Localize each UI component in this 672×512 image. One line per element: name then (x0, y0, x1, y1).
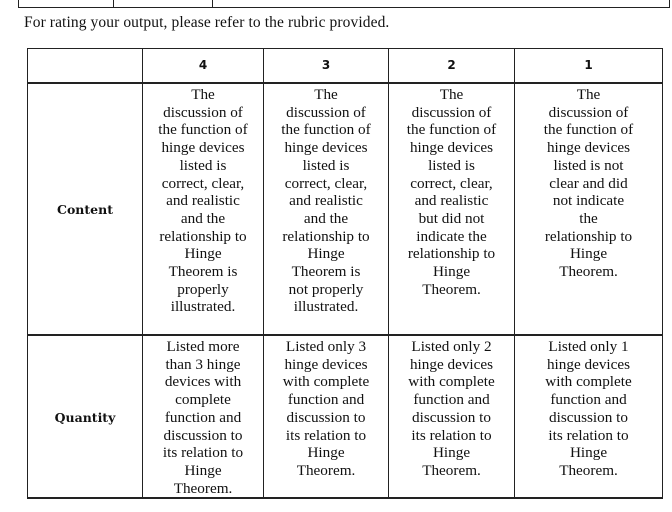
cell-text-line: its relation to (411, 426, 492, 444)
cell-text-line: discussion of (411, 103, 492, 121)
cell-text-line: not properly (288, 280, 364, 298)
cell-text-line: Hinge (432, 444, 471, 462)
cell-text-line: discussion to (412, 408, 491, 426)
cell-text-line: The (191, 86, 215, 103)
cell-text-line: discussion to (286, 408, 366, 426)
rubric-row-content (28, 83, 663, 335)
rubric-row-quantity (28, 335, 663, 498)
cell-text-line: hinge devices (409, 139, 494, 157)
cell-text-line: and realistic (289, 192, 363, 210)
criterion-cell (515, 83, 663, 335)
cell-text-line: the function of (158, 121, 248, 139)
cell-text-line: illustrated. (170, 298, 236, 316)
cell-text-line: Listed only 1 (548, 338, 629, 355)
cell-text-line: illustrated. (293, 298, 359, 316)
cell-text-line: and realistic (414, 192, 489, 210)
criterion-cell (389, 335, 515, 498)
cell-text-line: with complete (282, 373, 370, 391)
cell-text-line: hinge devices (161, 139, 245, 157)
cell-text-line: Hinge (184, 245, 222, 263)
header-score-2: 2 (389, 49, 515, 84)
cell-text-line: discussion to (549, 408, 628, 426)
criterion-label: Content (28, 83, 143, 335)
rubric-table (27, 48, 663, 499)
cell-text-line: the function of (543, 121, 634, 139)
table-divider (113, 0, 114, 7)
cell-text-line: relationship to (544, 227, 633, 245)
cell-text-line: correct, clear, (161, 174, 245, 192)
cell-text-line: listed is not (553, 156, 624, 174)
header-score-3: 3 (264, 49, 389, 84)
cell-text-line: not indicate (552, 192, 625, 210)
cell-text-line: hinge devices (546, 355, 631, 373)
cell-text-line: devices with (164, 373, 242, 391)
cell-text-line: with complete (408, 373, 495, 391)
cell-text-line: Hinge (569, 444, 608, 462)
cell-text-line: function and (413, 391, 490, 409)
cell-text-line: Hinge (184, 461, 222, 479)
cell-text-line: hinge devices (284, 139, 368, 157)
cell-text-line: Hinge (307, 245, 345, 263)
criterion-cell (515, 335, 663, 498)
cell-text-line: discussion of (286, 103, 366, 121)
header-score-1: 1 (515, 49, 663, 84)
criterion-cell (143, 83, 264, 335)
cell-text-line: Listed only 3 (285, 338, 367, 355)
cell-text-line: and realistic (166, 192, 240, 210)
table-divider (212, 0, 213, 7)
cell-text-line: discussion of (548, 103, 629, 121)
cell-text-line: than 3 hinge (165, 355, 241, 373)
rubric-header-row (28, 49, 663, 84)
cell-text-line: indicate the (416, 227, 487, 245)
cell-text-line: function and (164, 408, 242, 426)
criterion-cell (143, 335, 264, 498)
cell-text-line: its relation to (162, 444, 244, 462)
cell-text-line: the function of (281, 121, 371, 139)
header-score-4: 4 (143, 49, 264, 84)
cell-text-line: discussion of (163, 103, 243, 121)
criterion-cell (264, 335, 389, 498)
cell-text-line: listed is (302, 156, 350, 174)
cell-text-line: Theorem is (291, 263, 361, 281)
cell-text-line: and the (303, 209, 349, 227)
cell-text-line: Theorem. (296, 461, 356, 479)
cell-text-line: hinge devices (546, 139, 631, 157)
cell-text-line: Listed more (166, 338, 240, 355)
cell-text-line: The (314, 86, 338, 103)
cell-text-line: but did not (418, 209, 485, 227)
criterion-label: Quantity (28, 335, 143, 498)
cell-text-line: Hinge (432, 263, 471, 281)
cell-text-line: correct, clear, (284, 174, 368, 192)
cell-text-line: Theorem. (559, 263, 618, 281)
header-empty (28, 49, 143, 84)
cell-text-line: relationship to (282, 227, 370, 245)
cell-text-line: and the (180, 209, 226, 227)
criterion-cell (389, 83, 515, 335)
cell-text-line: hinge devices (284, 355, 368, 373)
cell-text-line: the (579, 209, 598, 227)
cell-text-line: Listed only 2 (411, 338, 492, 355)
cell-text-line: relationship to (407, 245, 496, 263)
cell-text-line: Theorem. (422, 461, 481, 479)
cell-text-line: properly (177, 280, 229, 298)
cell-text-line: correct, clear, (410, 174, 493, 192)
cell-text-line: Hinge (307, 444, 345, 462)
cell-text-line: the function of (406, 121, 497, 139)
cell-text-line: Theorem. (559, 461, 618, 479)
cell-text-line: with complete (545, 373, 632, 391)
cell-text-line: Hinge (569, 245, 608, 263)
cell-text-line: discussion to (163, 426, 243, 444)
cell-text-line: listed is (428, 156, 475, 174)
previous-table-fragment (18, 0, 670, 8)
criterion-cell (264, 83, 389, 335)
cell-text-line: function and (550, 391, 627, 409)
cell-text-line: The (439, 86, 464, 103)
cell-text-line: clear and did (549, 174, 628, 192)
rubric-instruction: For rating your output, please refer to the rubric provided. (24, 14, 390, 31)
cell-text-line: Theorem is (168, 263, 238, 281)
cell-text-line: The (576, 86, 601, 103)
cell-text-line: its relation to (548, 426, 629, 444)
cell-text-line: complete (175, 391, 231, 409)
cell-text-line: relationship to (159, 227, 247, 245)
cell-text-line: listed is (179, 156, 227, 174)
cell-text-line: hinge devices (409, 355, 494, 373)
cell-text-line: function and (287, 391, 365, 409)
cell-text-line: Theorem. (173, 479, 233, 497)
cell-text-line: its relation to (285, 426, 367, 444)
cell-text-line: Theorem. (422, 280, 481, 298)
